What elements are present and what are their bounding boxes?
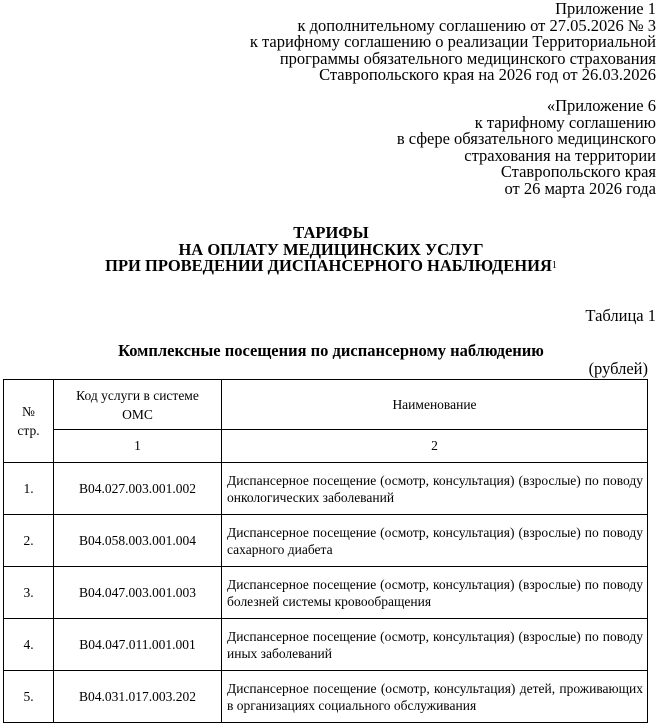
header-num: № стр. [4, 380, 54, 463]
row-num: 2. [4, 515, 54, 567]
table-colnum-row [4, 430, 648, 463]
table-row [4, 463, 648, 515]
row-code: B04.047.003.001.003 [54, 567, 222, 619]
title-line: НА ОПЛАТУ МЕДИЦИНСКИХ УСЛУГ [178, 239, 484, 259]
annex-1-header [56, 1, 656, 84]
header-code: Код услуги в системе ОМС [54, 380, 222, 430]
row-name: Диспансерное посещение (осмотр, консультация) детей, проживающих в организациях социального обслуживания [222, 671, 648, 723]
table-label: Таблица 1 [585, 306, 656, 325]
table-row [4, 567, 648, 619]
annex-6-line: к тарифному соглашению [474, 112, 656, 132]
title-line: ТАРИФЫ [293, 223, 369, 242]
annex-1-line: к дополнительному соглашению от 27.05.2026 № 3 [297, 15, 656, 35]
title-line-text: ПРИ ПРОВЕДЕНИИ ДИСПАНСЕРНОГО НАБЛЮДЕНИЯ [105, 256, 552, 275]
annex-6-line: страхования на территории [464, 145, 656, 165]
table-subtitle: Комплексные посещения по диспансерному наблюдению [118, 341, 544, 360]
row-name: Диспансерное посещение (осмотр, консультация) (взрослые) по поводу онкологических заболеваний [222, 463, 648, 515]
annex-6-line: Ставропольского края [500, 162, 656, 182]
table-row [4, 671, 648, 723]
row-name: Диспансерное посещение (осмотр, консультация) (взрослые) по поводу иных заболеваний [222, 619, 648, 671]
row-num: 3. [4, 567, 54, 619]
row-num: 4. [4, 619, 54, 671]
table-row [4, 619, 648, 671]
row-name: Диспансерное посещение (осмотр, консультация) (взрослые) по поводу сахарного диабета [222, 515, 648, 567]
row-num: 5. [4, 671, 54, 723]
row-code: B04.058.003.001.004 [54, 515, 222, 567]
header-name-number: 2 [222, 430, 648, 463]
annex-1-line: Приложение 1 [555, 0, 656, 18]
annex-6-line: в сфере обязательного медицинского [396, 129, 656, 149]
header-name: Наименование [222, 380, 648, 430]
table-row [4, 515, 648, 567]
tariff-table [3, 379, 648, 723]
row-code: B04.031.017.003.202 [54, 671, 222, 723]
title-line [0, 258, 662, 275]
row-name: Диспансерное посещение (осмотр, консультация) (взрослые) по поводу болезней системы кровообращения [222, 567, 648, 619]
annex-6-line: от 26 марта 2026 года [504, 178, 656, 198]
row-code: B04.027.003.001.002 [54, 463, 222, 515]
annex-1-line: к тарифному соглашению о реализации Территориальной [249, 32, 656, 52]
annex-1-line: Ставропольского края на 2026 год от 26.03.2026 [319, 65, 656, 85]
annex-1-line: программы обязательного медицинского страхования [279, 48, 656, 68]
document-title [0, 225, 662, 275]
table-header-row [4, 380, 648, 430]
annex-6-line: «Приложение 6 [546, 96, 656, 115]
row-code: B04.047.011.001.001 [54, 619, 222, 671]
header-code-number: 1 [54, 430, 222, 463]
footnote-marker: 1 [551, 260, 557, 271]
row-num: 1. [4, 463, 54, 515]
annex-6-header [56, 98, 656, 198]
units-label: (рублей) [588, 359, 648, 378]
